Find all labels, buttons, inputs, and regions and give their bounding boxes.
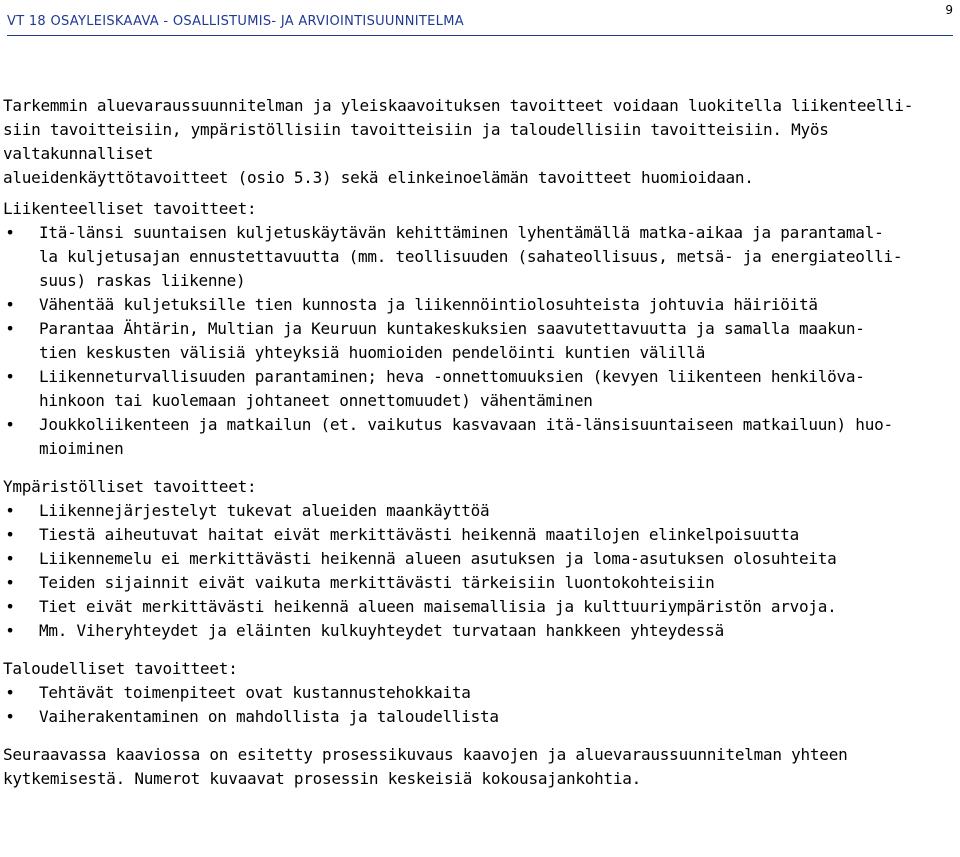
- bullet-icon: •: [5, 295, 15, 314]
- closing-line: Seuraavassa kaaviossa on esitetty prosessikuvaus kaavojen ja aluevaraussuunnitelman yhteen: [3, 745, 848, 764]
- header-divider: [7, 35, 953, 36]
- bullet-icon: •: [5, 597, 15, 616]
- list-item-text: Liikenneturvallisuuden parantaminen; heva -onnettomuuksien (kevyen liikenteen henkilöva-: [39, 367, 865, 386]
- section-title-traffic: Liikenteelliset tavoitteet:: [3, 199, 257, 218]
- list-item-text: Tehtävät toimenpiteet ovat kustannustehokkaita: [39, 683, 471, 702]
- bullet-icon: •: [5, 621, 15, 640]
- list-item-text: Vaiherakentaminen on mahdollista ja taloudellista: [39, 707, 499, 726]
- list-item: [3, 619, 953, 643]
- bullet-icon: •: [5, 525, 15, 544]
- section-title-environment: Ympäristölliset tavoitteet:: [3, 477, 257, 496]
- list-item-text: Joukkoliikenteen ja matkailun (et. vaikutus kasvavaan itä-länsisuuntaiseen matkailuun) huo-: [39, 415, 893, 434]
- intro-line: siin tavoitteisiin, ympäristöllisiin tavoitteisiin ja taloudellisiin tavoitteisiin. Myös valtakunnalliset: [3, 120, 829, 163]
- list-item-text: suus) raskas liikenne): [39, 271, 246, 290]
- bullet-icon: •: [5, 707, 15, 726]
- bullet-icon: •: [5, 415, 15, 434]
- list-item-text: Tiet eivät merkittävästi heikennä alueen maisemallisia ja kulttuuriympäristön arvoja.: [39, 597, 837, 616]
- list-item: [3, 681, 953, 705]
- list-item-text: Vähentää kuljetuksille tien kunnosta ja liikennöintiolosuhteista johtuvia häiriöitä: [39, 295, 818, 314]
- section-spacer: [3, 643, 953, 657]
- list-item: [3, 365, 953, 413]
- bullet-icon: •: [5, 549, 15, 568]
- list-item-text: hinkoon tai kuolemaan johtaneet onnettomuudet) vähentäminen: [39, 391, 593, 410]
- list-item-text: la kuljetusajan ennustettavuutta (mm. teollisuuden (sahateollisuus, metsä- ja energiateolli-: [39, 247, 903, 266]
- closing-line: kytkemisestä. Numerot kuvaavat prosessin keskeisiä kokousajankohtia.: [3, 769, 642, 788]
- intro-line: Tarkemmin aluevaraussuunnitelman ja yleiskaavoituksen tavoitteet voidaan luokitella liikenteelli-: [3, 96, 914, 115]
- list-item-text: Teiden sijainnit eivät vaikuta merkittävästi tärkeisiin luontokohteisiin: [39, 573, 715, 592]
- list-item-text: Liikennejärjestelyt tukevat alueiden maankäyttöä: [39, 501, 490, 520]
- document-body: [3, 94, 953, 791]
- list-item: [3, 547, 953, 571]
- bullet-icon: •: [5, 223, 15, 242]
- list-item: [3, 523, 953, 547]
- environment-goals-list: [3, 499, 953, 643]
- list-item-text: tien keskusten välisiä yhteyksiä huomioiden pendelöinti kuntien välillä: [39, 343, 706, 362]
- list-item: [3, 413, 953, 461]
- intro-line: alueidenkäyttötavoitteet (osio 5.3) sekä elinkeinoelämän tavoitteet huomioidaan.: [3, 168, 754, 187]
- bullet-icon: •: [5, 501, 15, 520]
- header-title: VT 18 OSAYLEISKAAVA - OSALLISTUMIS- JA ARVIOINTISUUNNITELMA: [7, 14, 464, 29]
- list-item: [3, 499, 953, 523]
- page-header: [7, 3, 953, 38]
- section-spacer: [3, 461, 953, 475]
- section-spacer: [3, 729, 953, 743]
- list-item-text: mioiminen: [39, 439, 124, 458]
- traffic-goals-list: [3, 221, 953, 461]
- economic-goals-list: [3, 681, 953, 729]
- section-title-economic: Taloudelliset tavoitteet:: [3, 659, 238, 678]
- list-item-text: Itä-länsi suuntaisen kuljetuskäytävän kehittäminen lyhentämällä matka-aikaa ja parantamal-: [39, 223, 884, 242]
- list-item-text: Parantaa Ähtärin, Multian ja Keuruun kuntakeskuksien saavutettavuutta ja samalla maakun-: [39, 319, 865, 338]
- bullet-icon: •: [5, 367, 15, 386]
- list-item-text: Liikennemelu ei merkittävästi heikennä alueen asutuksen ja loma-asutuksen olosuhteita: [39, 549, 837, 568]
- list-item-text: Tiestä aiheutuvat haitat eivät merkittävästi heikennä maatilojen elinkelpoisuutta: [39, 525, 800, 544]
- list-item: [3, 705, 953, 729]
- list-item-text: Mm. Viheryhteydet ja eläinten kulkuyhteydet turvataan hankkeen yhteydessä: [39, 621, 724, 640]
- closing-paragraph: [3, 743, 953, 791]
- page-number: 9: [945, 3, 953, 17]
- list-item: [3, 317, 953, 365]
- list-item: [3, 571, 953, 595]
- intro-paragraph: [3, 94, 953, 190]
- list-item: [3, 293, 953, 317]
- list-item: [3, 221, 953, 293]
- bullet-icon: •: [5, 319, 15, 338]
- list-item: [3, 595, 953, 619]
- bullet-icon: •: [5, 573, 15, 592]
- bullet-icon: •: [5, 683, 15, 702]
